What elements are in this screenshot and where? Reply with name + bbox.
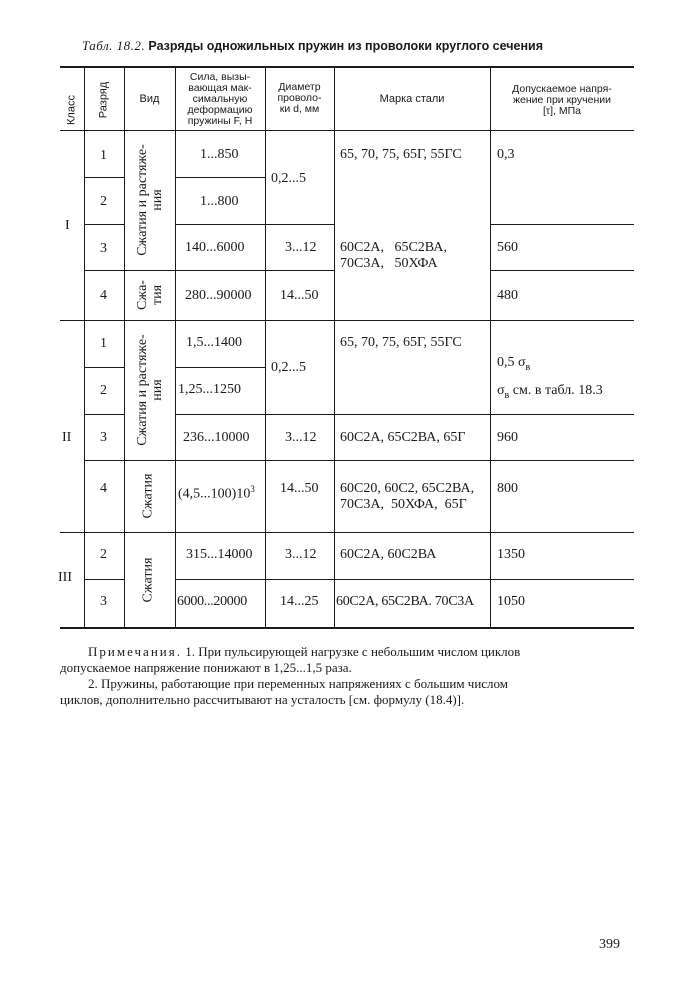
- type-cell-line: тия: [150, 284, 165, 306]
- force-cell: 1,5...1400: [186, 335, 242, 350]
- diameter-cell: 14...25: [280, 594, 319, 609]
- steel-cell-line: 60С20, 60С2, 65С2ВА,: [340, 481, 475, 496]
- row-divider: [490, 224, 634, 225]
- row-divider: [84, 270, 334, 271]
- header-diameter-line: ки d, мм: [279, 103, 320, 115]
- class-divider-2: [60, 532, 634, 533]
- header-type: Вид: [139, 93, 160, 105]
- stress-subscript: в: [525, 361, 531, 373]
- stress-coefficient: 0,5 σ: [497, 355, 526, 370]
- row-divider: [84, 367, 124, 368]
- table-top-rule: [60, 66, 634, 68]
- header-steel: Марка стали: [379, 93, 445, 105]
- header-force-line: симальную: [192, 93, 248, 105]
- row-divider: [490, 270, 634, 271]
- type-cell-line: Сжатия и растяже-: [135, 144, 150, 256]
- rank-cell: 4: [100, 288, 107, 303]
- row-divider: [175, 579, 634, 580]
- header-force-line: вающая мак-: [188, 82, 252, 94]
- force-cell: 140...6000: [185, 240, 245, 255]
- row-divider: [84, 460, 634, 461]
- stress-cell: 960: [497, 430, 518, 445]
- diameter-cell: 0,2...5: [271, 360, 306, 375]
- force-base: (4,5...100)10: [178, 486, 251, 502]
- rank-cell: 1: [100, 148, 107, 163]
- notes-text: 1. При пульсирующей нагрузке с небольшим числом циклов: [181, 644, 521, 659]
- diameter-cell: 14...50: [280, 288, 319, 303]
- force-exponent: 3: [250, 484, 255, 494]
- type-cell-line: Сжа-: [135, 280, 150, 310]
- diameter-cell: 3...12: [285, 547, 317, 562]
- header-bottom-rule: [60, 130, 634, 131]
- force-cell: 280...90000: [185, 288, 252, 303]
- stress-subscript: в: [504, 389, 510, 401]
- stress-cell: 1350: [497, 547, 525, 562]
- table-caption-title: Разряды одножильных пружин из проволоки круглого сечения: [148, 39, 544, 53]
- col-divider: [84, 66, 85, 627]
- diameter-cell: 0,2...5: [271, 171, 306, 186]
- row-divider: [84, 224, 124, 225]
- diameter-cell: 3...12: [285, 240, 317, 255]
- steel-cell: 60С2А, 65С2ВА, 65Г: [340, 430, 466, 445]
- header-diameter: [265, 82, 334, 115]
- row-divider: [84, 414, 124, 415]
- steel-cell: 65, 70, 75, 65Г, 55ГС: [340, 335, 462, 350]
- header-diameter-line: проволо-: [277, 92, 322, 104]
- force-cell: 6000...20000: [177, 594, 247, 609]
- header-stress-line: Допускаемое напря-: [512, 83, 612, 95]
- header-force-line: Сила, вызы-: [189, 71, 251, 83]
- header-force-line: деформацию: [187, 104, 253, 116]
- col-divider: [334, 66, 335, 627]
- type-cell-line: Сжатия и растяже-: [135, 334, 150, 446]
- class-label-iii: III: [58, 570, 72, 585]
- force-cell: 1,25...1250: [178, 382, 241, 397]
- notes-line-2: допускаемое напряжение понижают в 1,25...1,5 раза.: [60, 660, 352, 675]
- row-divider: [175, 367, 265, 368]
- stress-cell: [497, 355, 530, 376]
- class-label-i: I: [65, 218, 70, 233]
- diameter-cell: 14...50: [280, 481, 319, 496]
- notes-line-3: 2. Пружины, работающие при переменных напряжениях с большим числом: [88, 676, 509, 691]
- table-bottom-rule: [60, 627, 634, 629]
- steel-cell: [340, 240, 447, 272]
- stress-cell: 480: [497, 288, 518, 303]
- header-stress-line: жение при кручении: [513, 94, 611, 106]
- stress-cell: 800: [497, 481, 518, 496]
- type-cell: Сжатия: [140, 473, 156, 519]
- row-divider: [84, 177, 124, 178]
- stress-cell: 0,3: [497, 147, 515, 162]
- type-cell-line: ния: [150, 379, 165, 401]
- force-cell: 315...14000: [186, 547, 253, 562]
- steel-cell: 60С2А, 65С2ВА. 70С3А: [336, 594, 474, 609]
- type-cell: [135, 280, 165, 310]
- stress-cell: 1050: [497, 594, 525, 609]
- stress-cell: 560: [497, 240, 518, 255]
- row-divider: [175, 224, 334, 225]
- header-class: Класс: [65, 95, 78, 125]
- page-number: 399: [599, 937, 620, 952]
- force-cell: [178, 481, 255, 503]
- steel-cell-line: 60С2А, 65С2ВА,: [340, 240, 447, 255]
- col-divider: [490, 66, 491, 627]
- stress-note: [497, 383, 603, 404]
- force-cell: 1...800: [200, 194, 239, 209]
- col-divider: [265, 66, 266, 627]
- stress-note-text: см. в табл. 18.3: [509, 383, 603, 398]
- rank-cell: 4: [100, 481, 107, 496]
- force-cell: 236...10000: [183, 430, 250, 445]
- type-cell: [135, 144, 165, 256]
- row-divider: [175, 414, 634, 415]
- header-stress: [490, 84, 634, 117]
- steel-cell-line: 70С3А, 50ХФА: [340, 256, 438, 271]
- diameter-cell: 3...12: [285, 430, 317, 445]
- rank-cell: 2: [100, 547, 107, 562]
- steel-cell-line: 70С3А, 50ХФА, 65Г: [340, 497, 467, 512]
- class-label-ii: II: [62, 430, 72, 445]
- force-cell: 1...850: [200, 147, 239, 162]
- rank-cell: 2: [100, 194, 107, 209]
- table-caption: [82, 38, 543, 54]
- notes-line-4: циклов, дополнительно рассчитывают на усталость [см. формулу (18.4)].: [60, 692, 465, 707]
- col-divider: [124, 66, 125, 627]
- stress-sigma: σ: [497, 383, 505, 398]
- type-cell: [135, 334, 165, 446]
- notes-line-1: [88, 643, 520, 660]
- header-stress-line: [τ], МПа: [543, 105, 581, 117]
- header-rank: Разряд: [97, 81, 110, 119]
- rank-cell: 3: [100, 594, 107, 609]
- col-divider: [175, 66, 176, 627]
- type-cell-line: ния: [150, 189, 165, 211]
- rank-cell: 1: [100, 336, 107, 351]
- steel-cell: 60С2А, 60С2ВА: [340, 547, 437, 562]
- row-divider: [175, 177, 265, 178]
- table-caption-label: Табл. 18.2.: [82, 38, 146, 53]
- steel-cell: [340, 481, 474, 513]
- notes-heading: Примечания.: [88, 644, 182, 659]
- rank-cell: 3: [100, 430, 107, 445]
- rank-cell: 2: [100, 383, 107, 398]
- header-force: [175, 72, 265, 127]
- steel-cell: 65, 70, 75, 65Г, 55ГС: [340, 147, 462, 162]
- type-cell: Сжатия: [140, 557, 156, 603]
- row-divider: [84, 579, 124, 580]
- rank-cell: 3: [100, 241, 107, 256]
- class-divider-1: [60, 320, 634, 321]
- header-diameter-line: Диаметр: [278, 81, 321, 93]
- header-force-line: пружины F, Н: [187, 115, 253, 127]
